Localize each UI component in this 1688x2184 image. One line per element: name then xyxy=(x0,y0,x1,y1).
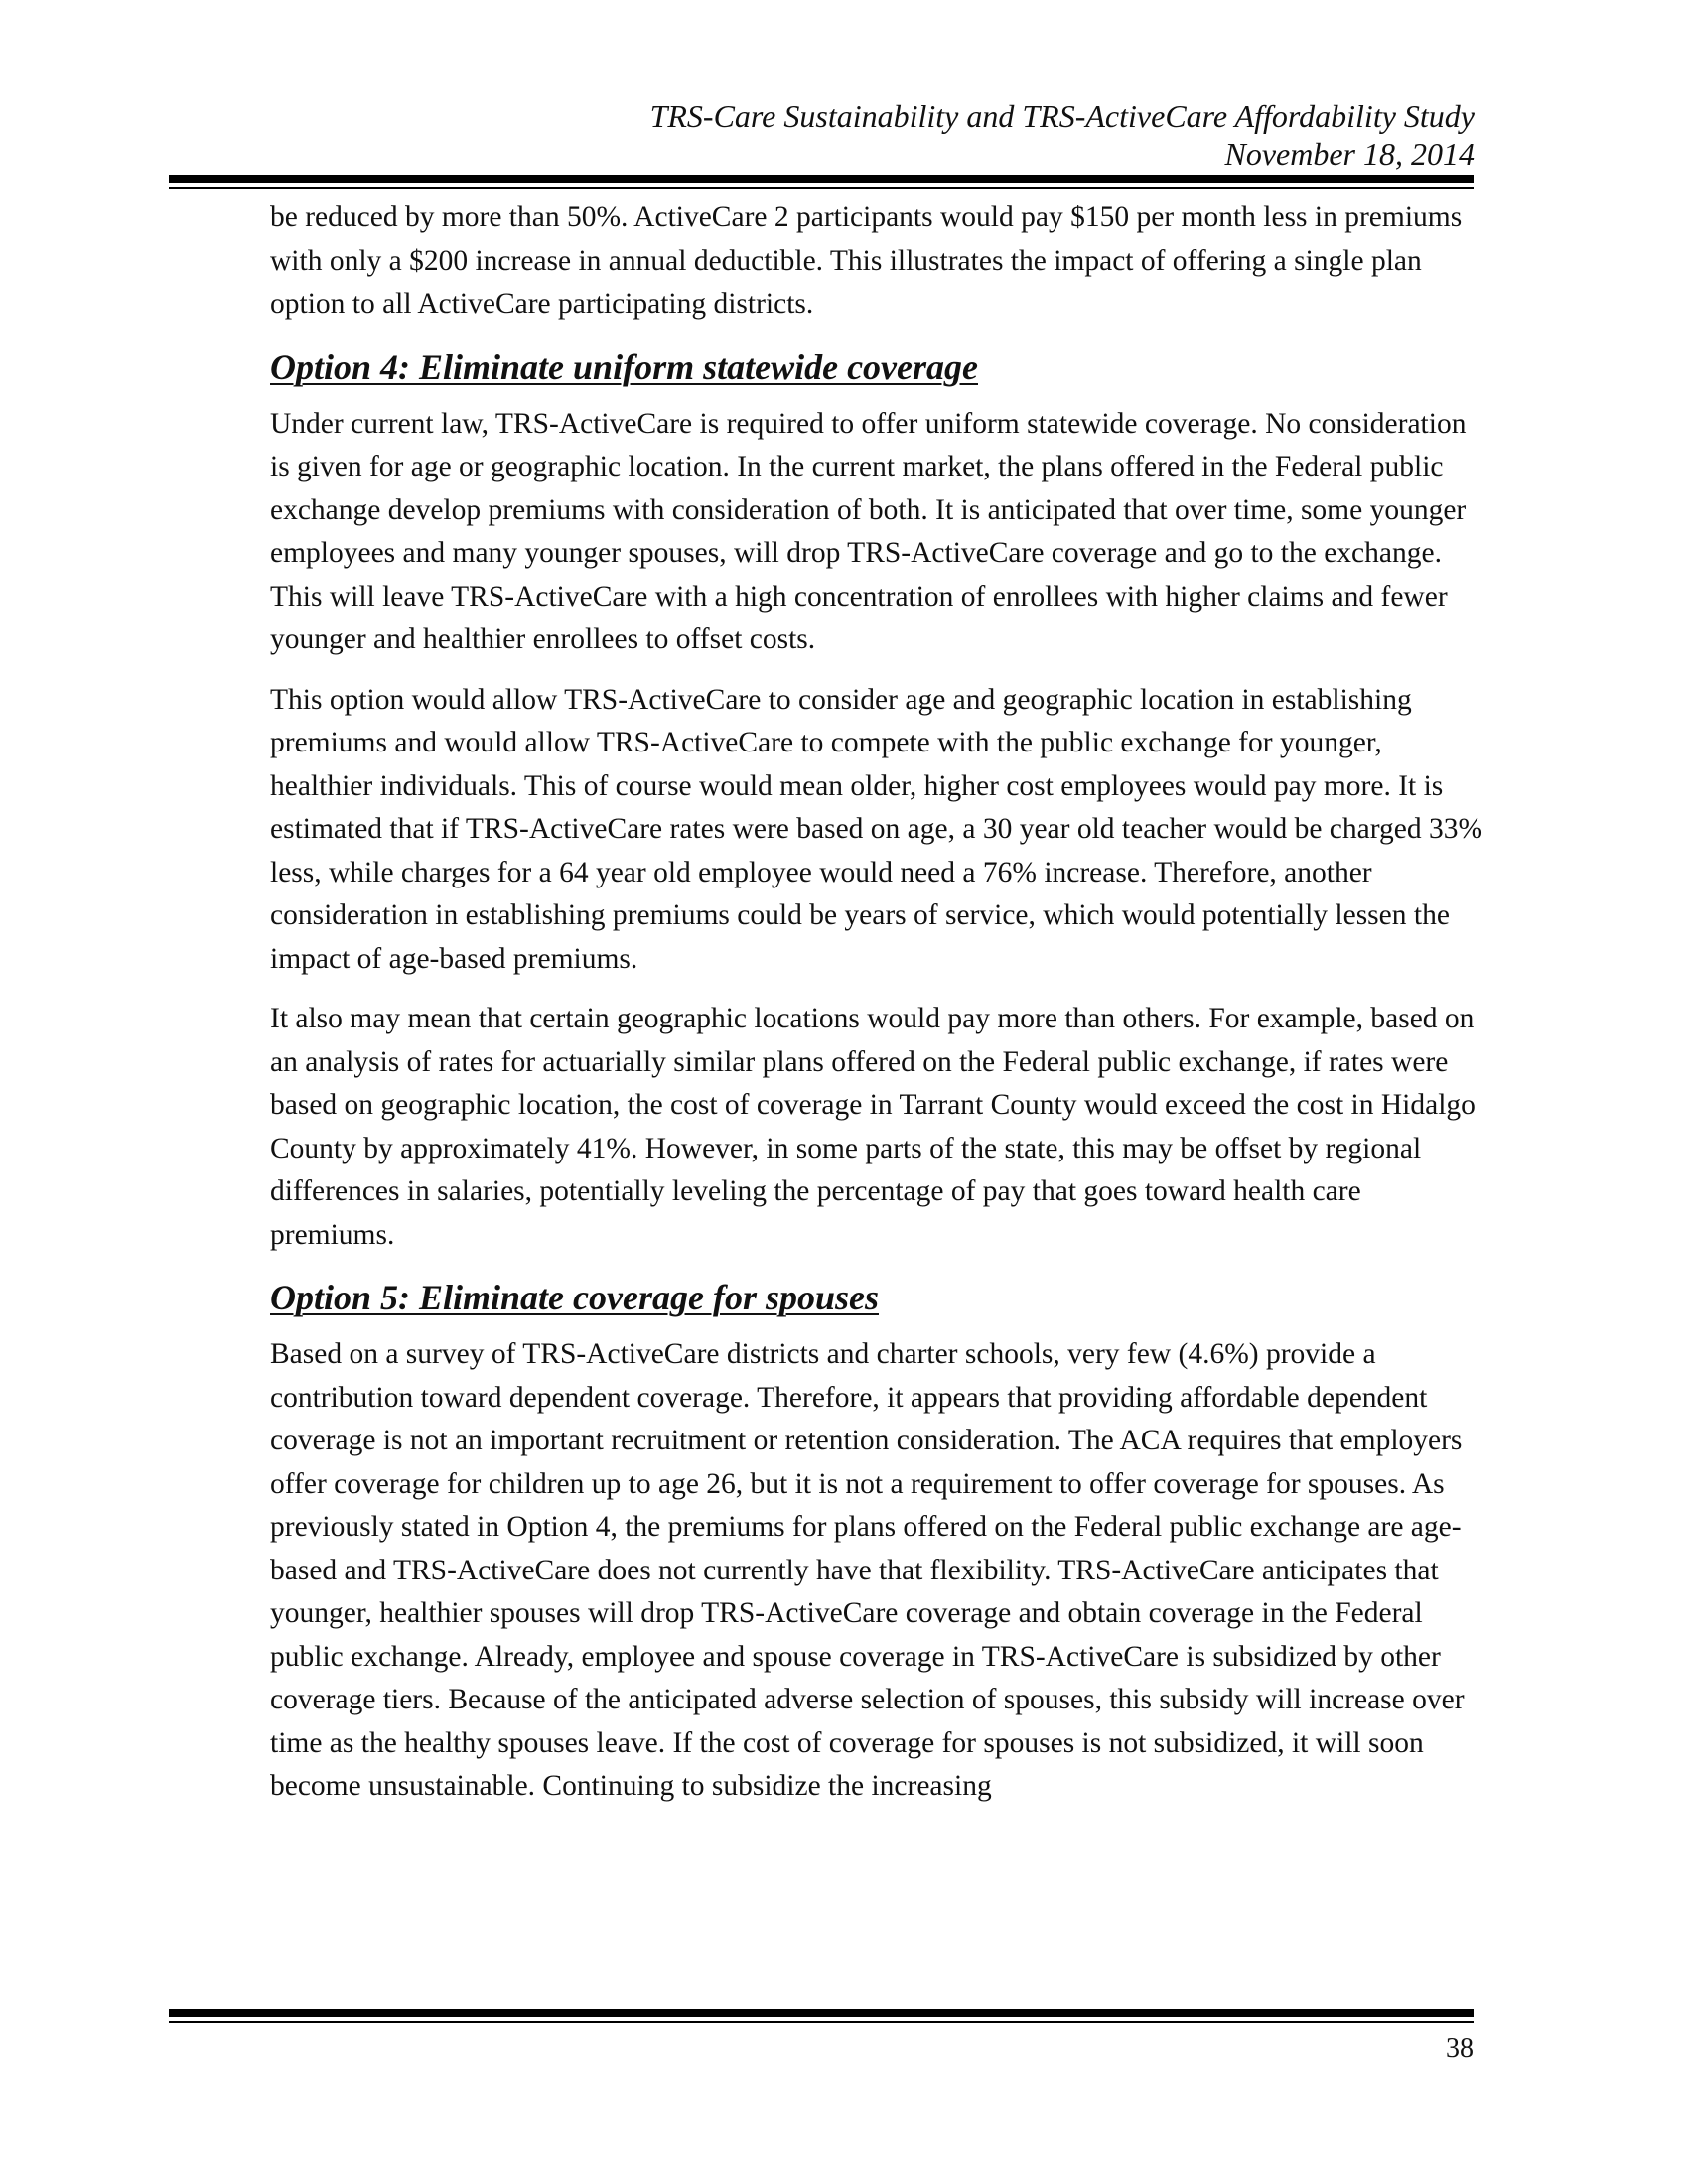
paragraph-option4-age-geography: This option would allow TRS-ActiveCare to consider age and geographic location in establishing premiums and would allow TRS-ActiveCare to compete with the public exchange for younger, healthier individuals. This of course would mean older, higher cost employees would pay more. It is estimated that if TRS-ActiveCare rates were based on age, a 30 year old teacher would be charged 33% less, while charges for a 64 year old employee would need a 76% increase. Therefore, another consideration in establishing premiums could be years of service, which would potentially lessen the impact of age-based premiums. xyxy=(270,683,1483,975)
header-rule xyxy=(169,175,1474,189)
paragraph-option4-geographic-cost: It also may mean that certain geographic locations would pay more than others. For example, based on an analysis of rates for actuarially similar plans offered on the Federal public exchange, if rates were based on geographic location, the cost of coverage in Tarrant County would exceed the cost in Hidalgo County by approximately 41%. However, in some parts of the state, this may be offset by regional differences in salaries, potentially leveling the percentage of pay that goes toward health care premiums. xyxy=(270,1003,1476,1251)
page-number: 38 xyxy=(1446,2033,1474,2064)
section-heading-option-4: Option 4: Eliminate uniform statewide coverage xyxy=(270,346,978,387)
header-date: November 18, 2014 xyxy=(1224,136,1475,172)
page-body xyxy=(270,197,1483,1826)
header-title: TRS-Care Sustainability and TRS-ActiveCare Affordability Study xyxy=(649,98,1475,134)
footer-rule xyxy=(169,2009,1474,2023)
paragraph-option4-current-law: Under current law, TRS-ActiveCare is required to offer uniform statewide coverage. No consideration is given for age or geographic location. In the current market, the plans offered in the Federal public exchange develop premiums with consideration of both. It is anticipated that over time, some younger employees and many younger spouses, will drop TRS-ActiveCare coverage and go to the exchange. This will leave TRS-ActiveCare with a high concentration of enrollees with higher claims and fewer younger and healthier enrollees to offset costs. xyxy=(270,407,1467,655)
section-heading-option-5: Option 5: Eliminate coverage for spouses xyxy=(270,1278,879,1317)
running-header xyxy=(650,97,1475,173)
paragraph-option5-spouses: Based on a survey of TRS-ActiveCare districts and charter schools, very few (4.6%) provide a contribution toward dependent coverage. Therefore, it appears that providing affordable dependent coverage is not an important recruitment or retention consideration. The ACA requires that employers offer coverage for children up to age 26, but it is not a requirement to offer coverage for spouses. As previously stated in Option 4, the premiums for plans offered on the Federal public exchange are age-based and TRS-ActiveCare does not currently have that flexibility. TRS-ActiveCare anticipates that younger, healthier spouses will drop TRS-ActiveCare coverage and obtain coverage in the Federal public exchange. Already, employee and spouse coverage in TRS-ActiveCare is subsidized by other coverage tiers. Because of the anticipated adverse selection of spouses, this subsidy will increase over time as the healthy spouses leave. If the cost of coverage for spouses is not subsidized, it will soon become unsustainable. Continuing to subsidize the increasing xyxy=(270,1338,1465,1802)
paragraph-intro: be reduced by more than 50%. ActiveCare 2 participants would pay $150 per month less in premiums with only a $200 increase in annual deductible. This illustrates the impact of offering a single plan option to all ActiveCare participating districts. xyxy=(270,202,1463,320)
